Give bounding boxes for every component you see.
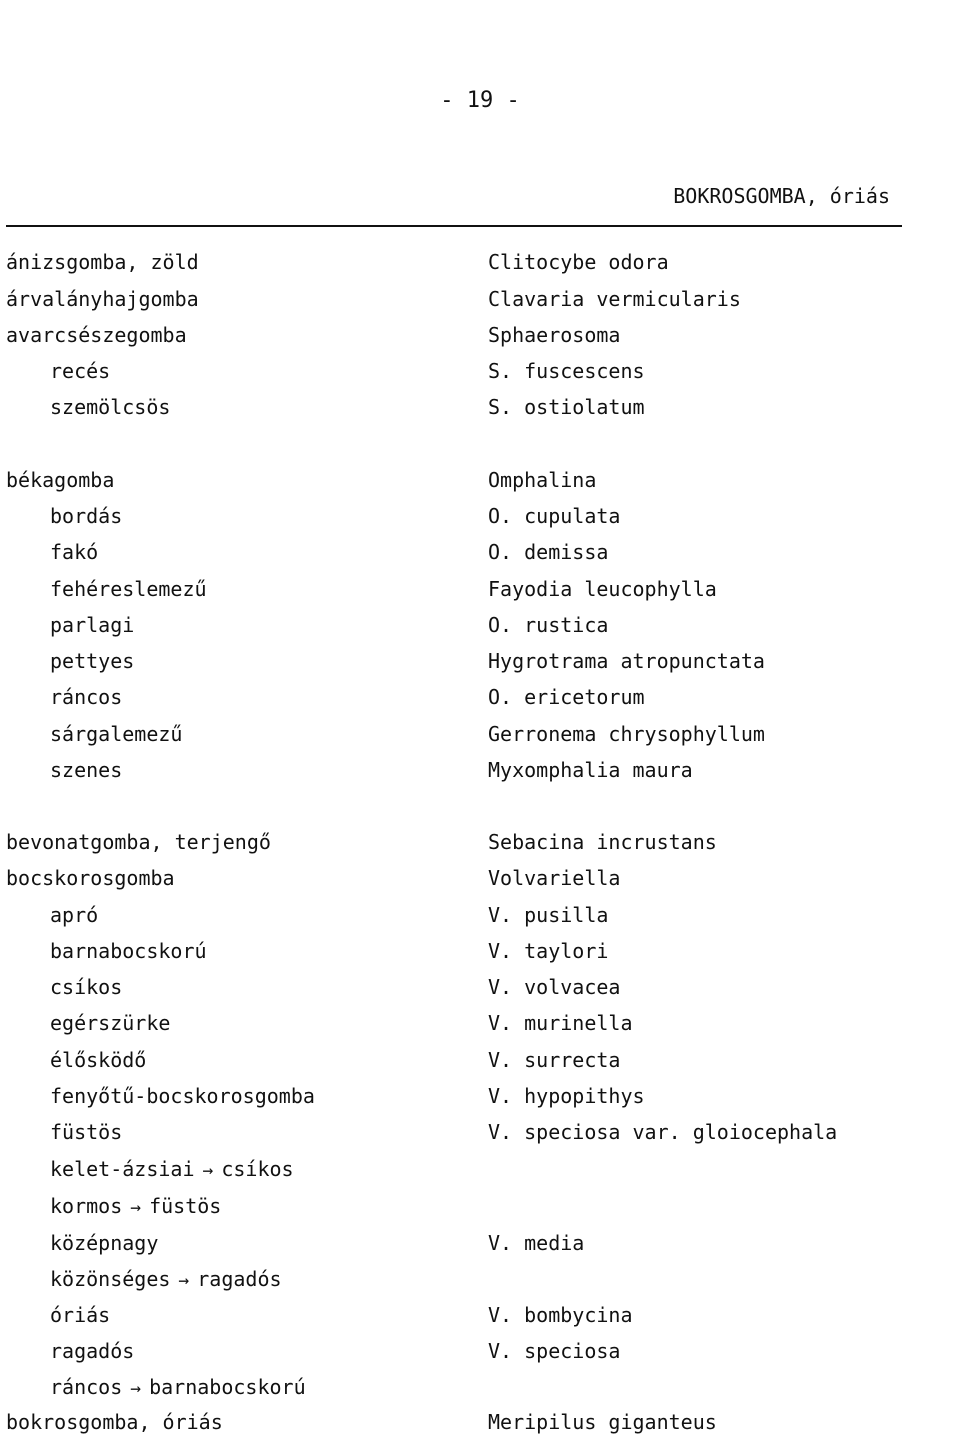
latin-name: Gerronema chrysophyllum: [488, 722, 765, 746]
entry-row: [0, 722, 960, 752]
hungarian-term: bevonatgomba, terjengő: [6, 830, 271, 854]
hungarian-term: középnagy: [50, 1231, 159, 1255]
entry-row: [0, 1375, 960, 1405]
entry-row: [0, 1231, 960, 1261]
hungarian-term: kelet-ázsiai: [50, 1157, 195, 1181]
hungarian-name: [6, 1410, 223, 1434]
entry-row: [0, 395, 960, 425]
latin-name: S. fuscescens: [488, 359, 645, 383]
hungarian-name: [50, 1267, 282, 1291]
page-number: - 19 -: [440, 88, 520, 113]
latin-name: Meripilus giganteus: [488, 1410, 717, 1434]
entry-row: [0, 1157, 960, 1187]
hungarian-term: parlagi: [50, 613, 135, 637]
latin-name: V. taylori: [488, 939, 609, 963]
entry-row: [0, 975, 960, 1005]
hungarian-term: békagomba: [6, 468, 115, 492]
cross-reference: ragadós: [197, 1267, 282, 1291]
latin-name: O. demissa: [488, 540, 609, 564]
latin-name: O. cupulata: [488, 504, 621, 528]
entry-row: [0, 504, 960, 534]
hungarian-term: kormos: [50, 1194, 123, 1218]
entry-row: [0, 939, 960, 969]
hungarian-name: [6, 323, 187, 347]
hungarian-name: [50, 395, 170, 419]
entry-row: [0, 577, 960, 607]
hungarian-name: [50, 1048, 146, 1072]
entry-row: [0, 1194, 960, 1224]
entry-row: [0, 323, 960, 353]
entry-row: [0, 758, 960, 788]
entry-row: [0, 685, 960, 715]
hungarian-term: szenes: [50, 758, 123, 782]
latin-name: Myxomphalia maura: [488, 758, 693, 782]
hungarian-name: [6, 250, 199, 274]
hungarian-name: [50, 613, 134, 637]
arrow-icon: →: [130, 1378, 142, 1399]
latin-name: V. murinella: [488, 1011, 633, 1035]
hungarian-term: bordás: [50, 504, 123, 528]
hungarian-term: egérszürke: [50, 1011, 171, 1035]
entry-row: [0, 1410, 960, 1440]
hungarian-name: [50, 1084, 315, 1108]
entry-row: [0, 649, 960, 679]
hungarian-term: fehéreslemezű: [50, 577, 207, 601]
hungarian-name: [6, 830, 271, 854]
hungarian-term: avarcsészegomba: [6, 323, 187, 347]
hungarian-term: sárgalemezű: [50, 722, 183, 746]
hungarian-name: [50, 359, 110, 383]
latin-name: Sebacina incrustans: [488, 830, 717, 854]
hungarian-term: közönséges: [50, 1267, 171, 1291]
entry-row: [0, 287, 960, 317]
hungarian-name: [50, 1011, 170, 1035]
hungarian-term: barnabocskorú: [50, 939, 207, 963]
latin-name: V. hypopithys: [488, 1084, 645, 1108]
latin-name: Sphaerosoma: [488, 323, 621, 347]
hungarian-term: fenyőtű-bocskorosgomba: [50, 1084, 315, 1108]
arrow-icon: →: [202, 1160, 214, 1181]
hungarian-term: bocskorosgomba: [6, 866, 175, 890]
entry-row: [0, 1120, 960, 1150]
hungarian-name: [50, 975, 122, 999]
hungarian-term: fakó: [50, 540, 99, 564]
hungarian-term: ráncos: [50, 685, 123, 709]
hungarian-name: [50, 722, 182, 746]
hungarian-name: [50, 1120, 122, 1144]
latin-name: Hygrotrama atropunctata: [488, 649, 765, 673]
hungarian-term: ragadós: [50, 1339, 135, 1363]
entry-row: [0, 468, 960, 498]
running-header: BOKROSGOMBA, óriás: [673, 184, 890, 208]
entry-row: [0, 866, 960, 896]
latin-name: Volvariella: [488, 866, 621, 890]
latin-name: O. rustica: [488, 613, 609, 637]
entry-row: [0, 903, 960, 933]
entry-row: [0, 1048, 960, 1078]
entry-row: [0, 830, 960, 860]
hungarian-term: ráncos: [50, 1375, 123, 1399]
hungarian-name: [6, 866, 175, 890]
hungarian-name: [50, 540, 98, 564]
hungarian-name: [50, 649, 134, 673]
hungarian-term: szemölcsös: [50, 395, 171, 419]
cross-reference: barnabocskorú: [149, 1375, 306, 1399]
hungarian-term: élősködő: [50, 1048, 147, 1072]
hungarian-name: [6, 468, 114, 492]
latin-name: Clavaria vermicularis: [488, 287, 741, 311]
hungarian-name: [50, 1339, 134, 1363]
entry-row: [0, 359, 960, 389]
hungarian-name: [50, 1375, 306, 1399]
latin-name: S. ostiolatum: [488, 395, 645, 419]
entry-row: [0, 1084, 960, 1114]
header-rule: [6, 225, 902, 227]
hungarian-name: [50, 577, 207, 601]
hungarian-name: [50, 1231, 158, 1255]
hungarian-term: apró: [50, 903, 99, 927]
latin-name: V. bombycina: [488, 1303, 633, 1327]
entry-row: [0, 1303, 960, 1333]
latin-name: V. media: [488, 1231, 585, 1255]
entry-row: [0, 250, 960, 280]
hungarian-term: árvalányhajgomba: [6, 287, 199, 311]
hungarian-term: csíkos: [50, 975, 123, 999]
arrow-icon: →: [178, 1270, 190, 1291]
hungarian-term: pettyes: [50, 649, 135, 673]
hungarian-name: [50, 1157, 294, 1181]
hungarian-term: recés: [50, 359, 111, 383]
arrow-icon: →: [130, 1197, 142, 1218]
hungarian-name: [50, 504, 122, 528]
hungarian-term: füstös: [50, 1120, 123, 1144]
entry-row: [0, 1339, 960, 1369]
hungarian-name: [50, 758, 122, 782]
latin-name: Clitocybe odora: [488, 250, 669, 274]
hungarian-name: [6, 287, 199, 311]
latin-name: V. pusilla: [488, 903, 609, 927]
hungarian-name: [50, 1303, 110, 1327]
hungarian-name: [50, 1194, 221, 1218]
latin-name: O. ericetorum: [488, 685, 645, 709]
latin-name: V. surrecta: [488, 1048, 621, 1072]
entry-row: [0, 613, 960, 643]
hungarian-name: [50, 685, 122, 709]
hungarian-name: [50, 939, 207, 963]
entry-row: [0, 540, 960, 570]
hungarian-term: ánizsgomba, zöld: [6, 250, 199, 274]
hungarian-name: [50, 903, 98, 927]
cross-reference: csíkos: [221, 1157, 294, 1181]
latin-name: V. speciosa var. gloiocephala: [488, 1120, 838, 1144]
cross-reference: füstös: [149, 1194, 222, 1218]
entry-row: [0, 1011, 960, 1041]
latin-name: V. speciosa: [488, 1339, 621, 1363]
latin-name: Fayodia leucophylla: [488, 577, 717, 601]
hungarian-term: bokrosgomba, óriás: [6, 1410, 223, 1434]
entry-row: [0, 1267, 960, 1297]
latin-name: Omphalina: [488, 468, 597, 492]
hungarian-term: óriás: [50, 1303, 111, 1327]
latin-name: V. volvacea: [488, 975, 621, 999]
